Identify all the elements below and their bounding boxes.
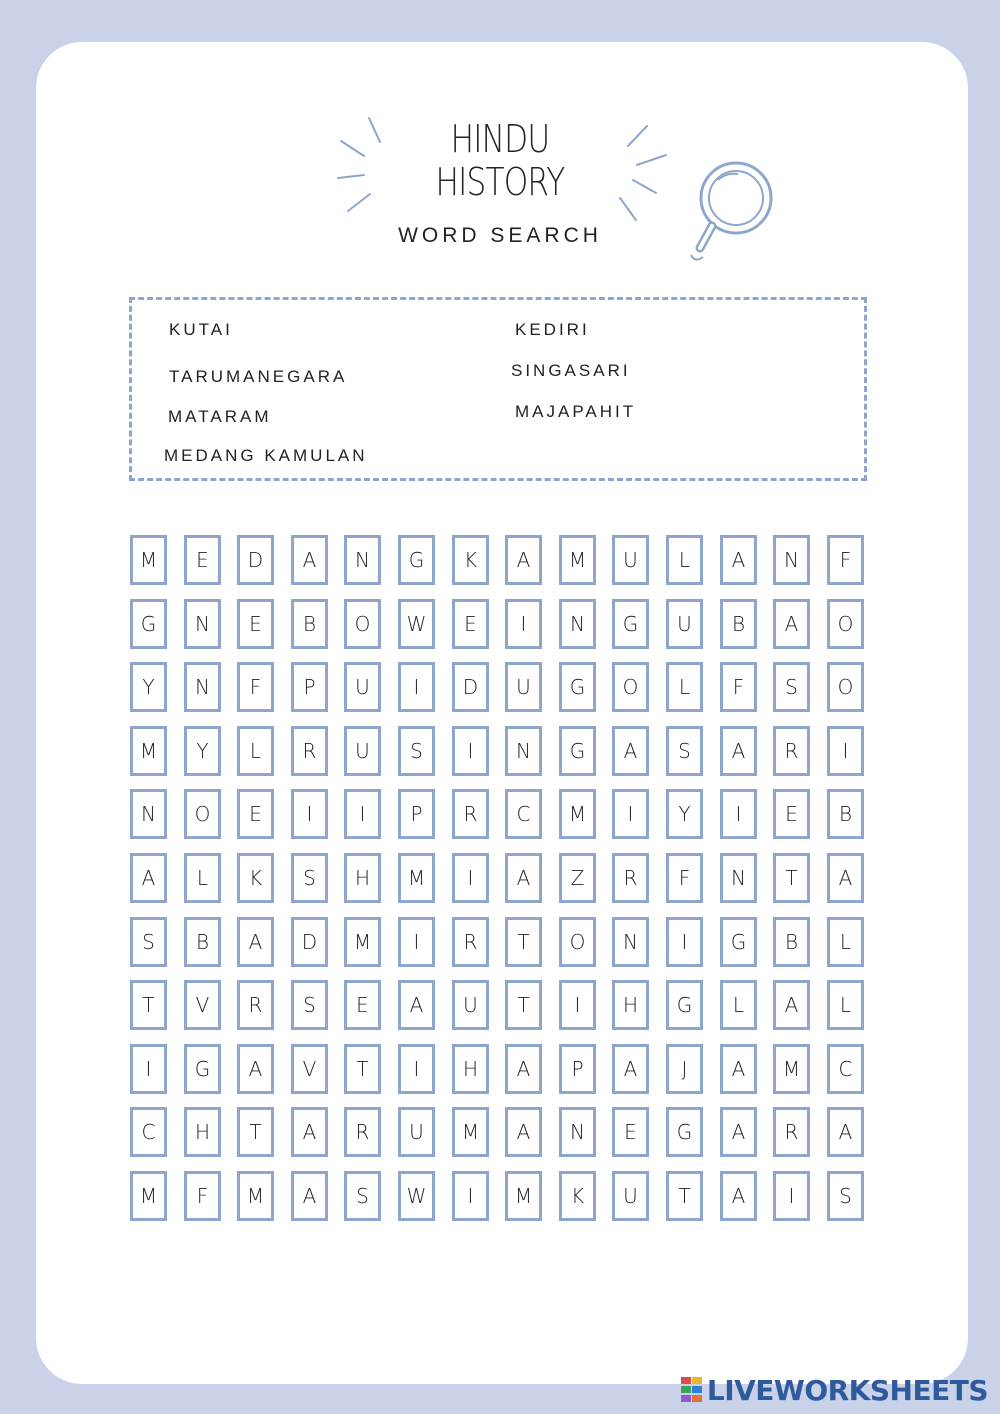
grid-cell[interactable]: A [505,853,542,903]
grid-cell[interactable]: Z [559,853,596,903]
grid-cell[interactable]: M [237,1171,274,1221]
grid-cell[interactable]: N [344,535,381,585]
grid-cell[interactable]: M [398,853,435,903]
grid-cell[interactable]: A [720,1171,757,1221]
word-kediri: KEDIRI [515,320,590,339]
grid-cell[interactable]: S [827,1171,864,1221]
grid-cell[interactable]: U [505,662,542,712]
grid-cell[interactable]: I [827,726,864,776]
brand-logo [681,1372,988,1408]
grid-cell[interactable]: L [237,726,274,776]
grid-cell[interactable]: T [773,853,810,903]
grid-cell[interactable]: F [237,662,274,712]
grid-cell[interactable]: R [773,1107,810,1157]
grid-cell[interactable]: W [398,599,435,649]
grid-cell[interactable]: A [398,980,435,1030]
grid-cell[interactable]: E [184,535,221,585]
grid-cell[interactable]: U [452,980,489,1030]
grid-cell[interactable]: S [773,662,810,712]
brand-name: LIVEWORKSHEETS [706,1373,988,1407]
grid-cell[interactable]: N [612,917,649,967]
grid-cell[interactable]: A [291,535,328,585]
grid-cell[interactable]: L [720,980,757,1030]
grid-cell[interactable]: I [291,789,328,839]
grid-cell[interactable]: R [452,917,489,967]
grid-cell[interactable]: A [237,917,274,967]
grid-cell[interactable]: E [237,599,274,649]
word-medang-kamulan: MEDANG KAMULAN [164,446,368,465]
grid-cell[interactable]: U [612,535,649,585]
grid-cell[interactable]: N [505,726,542,776]
grid-cell[interactable]: C [827,1044,864,1094]
word-mataram: MATARAM [168,407,272,426]
grid-cell[interactable]: N [559,599,596,649]
grid-cell[interactable]: M [344,917,381,967]
grid-cell[interactable]: L [666,535,703,585]
grid-cell[interactable]: A [720,1044,757,1094]
grid-cell[interactable]: C [505,789,542,839]
grid-cell[interactable]: T [130,980,167,1030]
grid-cell[interactable]: U [398,1107,435,1157]
grid-cell[interactable]: E [452,599,489,649]
grid-cell[interactable]: H [612,980,649,1030]
grid-cell[interactable]: Y [666,789,703,839]
grid-cell[interactable]: G [184,1044,221,1094]
grid-cell[interactable]: G [666,980,703,1030]
grid-cell[interactable]: A [505,1044,542,1094]
grid-cell[interactable]: I [398,917,435,967]
grid-cell[interactable]: H [452,1044,489,1094]
grid-cell[interactable]: R [452,789,489,839]
grid-cell[interactable]: H [184,1107,221,1157]
grid-cell[interactable]: O [184,789,221,839]
grid-cell[interactable]: S [666,726,703,776]
grid-cell[interactable]: O [559,917,596,967]
grid-cell[interactable]: L [666,662,703,712]
grid-cell[interactable]: A [720,535,757,585]
grid-cell[interactable]: G [398,535,435,585]
grid-cell[interactable]: A [505,1107,542,1157]
grid-cell[interactable]: R [612,853,649,903]
word-majapahit: MAJAPAHIT [515,402,637,421]
grid-cell[interactable]: A [612,726,649,776]
grid-cell[interactable]: N [184,599,221,649]
grid-cell[interactable]: M [130,726,167,776]
grid-cell[interactable]: O [827,662,864,712]
grid-cell[interactable]: M [559,535,596,585]
grid-cell[interactable]: E [612,1107,649,1157]
grid-cell[interactable]: U [612,1171,649,1221]
grid-cell[interactable]: K [559,1171,596,1221]
grid-cell[interactable]: Y [184,726,221,776]
grid-cell[interactable]: E [344,980,381,1030]
grid-cell[interactable]: F [827,535,864,585]
title-line-1: HINDU [450,117,550,161]
grid-cell[interactable]: I [452,853,489,903]
grid-cell[interactable]: V [291,1044,328,1094]
grid-cell[interactable]: A [237,1044,274,1094]
grid-cell[interactable]: L [827,917,864,967]
liveworksheets-logo-icon [681,1377,703,1403]
grid-cell[interactable]: I [612,789,649,839]
grid-cell[interactable]: G [612,599,649,649]
grid-cell[interactable]: I [398,662,435,712]
grid-cell[interactable]: P [398,789,435,839]
grid-cell[interactable]: A [291,1171,328,1221]
grid-cell[interactable]: A [720,1107,757,1157]
word-kutai: KUTAI [169,320,233,339]
grid-cell[interactable]: O [344,599,381,649]
grid-cell[interactable]: B [720,599,757,649]
grid-cell[interactable]: O [612,662,649,712]
grid-cell[interactable]: F [184,1171,221,1221]
grid-cell[interactable]: N [184,662,221,712]
grid-cell[interactable]: T [344,1044,381,1094]
grid-cell[interactable]: C [130,1107,167,1157]
grid-cell[interactable]: P [559,1044,596,1094]
grid-cell[interactable]: D [452,662,489,712]
grid-cell[interactable]: A [773,980,810,1030]
grid-cell[interactable]: R [237,980,274,1030]
grid-cell[interactable]: A [827,853,864,903]
grid-cell[interactable]: S [398,726,435,776]
grid-cell[interactable]: S [291,853,328,903]
grid-cell[interactable]: T [237,1107,274,1157]
grid-cell[interactable]: N [720,853,757,903]
grid-cell[interactable]: A [130,853,167,903]
grid-cell[interactable]: B [291,599,328,649]
grid-cell[interactable]: I [720,789,757,839]
grid-cell[interactable]: G [130,599,167,649]
grid-cell[interactable]: F [666,853,703,903]
grid-cell[interactable]: K [452,535,489,585]
grid-cell[interactable]: N [130,789,167,839]
grid-cell[interactable]: G [666,1107,703,1157]
grid-cell[interactable]: Y [130,662,167,712]
grid-cell[interactable]: W [398,1171,435,1221]
grid-cell[interactable]: G [559,662,596,712]
grid-cell[interactable]: G [720,917,757,967]
grid-cell[interactable]: I [773,1171,810,1221]
grid-cell[interactable]: I [452,1171,489,1221]
grid-cell[interactable]: R [291,726,328,776]
grid-cell[interactable]: M [505,1171,542,1221]
grid-cell[interactable]: N [773,535,810,585]
grid-cell[interactable]: S [291,980,328,1030]
grid-cell[interactable]: D [291,917,328,967]
grid-cell[interactable]: U [666,599,703,649]
grid-cell[interactable]: R [773,726,810,776]
grid-cell[interactable]: F [720,662,757,712]
grid-cell[interactable]: A [773,599,810,649]
grid-cell[interactable]: D [237,535,274,585]
grid-cell[interactable]: I [344,789,381,839]
grid-cell[interactable]: M [559,789,596,839]
grid-cell[interactable]: R [344,1107,381,1157]
grid-cell[interactable]: A [827,1107,864,1157]
subtitle: WORD SEARCH [398,224,602,247]
grid-cell[interactable]: G [559,726,596,776]
grid-cell[interactable]: T [505,917,542,967]
title-line-2: HISTORY [435,160,565,204]
grid-cell[interactable]: N [559,1107,596,1157]
grid-cell[interactable]: P [291,662,328,712]
grid-cell[interactable]: L [184,853,221,903]
grid-cell[interactable]: A [612,1044,649,1094]
grid-cell[interactable]: I [130,1044,167,1094]
grid-cell[interactable]: S [130,917,167,967]
grid-cell[interactable]: A [291,1107,328,1157]
grid-cell[interactable]: A [720,726,757,776]
grid-cell[interactable]: T [505,980,542,1030]
grid-cell[interactable]: I [452,726,489,776]
grid-cell[interactable]: M [452,1107,489,1157]
grid-cell[interactable]: M [130,535,167,585]
grid-cell[interactable]: I [666,917,703,967]
grid-cell[interactable]: T [666,1171,703,1221]
grid-cell[interactable]: V [184,980,221,1030]
word-singasari: SINGASARI [511,361,631,380]
grid-cell[interactable]: I [398,1044,435,1094]
grid-cell[interactable]: M [130,1171,167,1221]
grid-cell[interactable]: J [666,1044,703,1094]
grid-cell[interactable]: I [505,599,542,649]
grid-cell[interactable]: E [237,789,274,839]
grid-cell[interactable]: B [827,789,864,839]
grid-cell[interactable]: U [344,726,381,776]
grid-cell[interactable]: A [505,535,542,585]
grid-cell[interactable]: M [773,1044,810,1094]
grid-cell[interactable]: U [344,662,381,712]
grid-cell[interactable]: B [773,917,810,967]
word-tarumanegara: TARUMANEGARA [169,367,348,386]
grid-cell[interactable]: O [827,599,864,649]
grid-cell[interactable]: S [344,1171,381,1221]
grid-cell[interactable]: H [344,853,381,903]
grid-cell[interactable]: I [559,980,596,1030]
grid-cell[interactable]: E [773,789,810,839]
grid-cell[interactable]: B [184,917,221,967]
grid-cell[interactable]: L [827,980,864,1030]
grid-cell[interactable]: K [237,853,274,903]
